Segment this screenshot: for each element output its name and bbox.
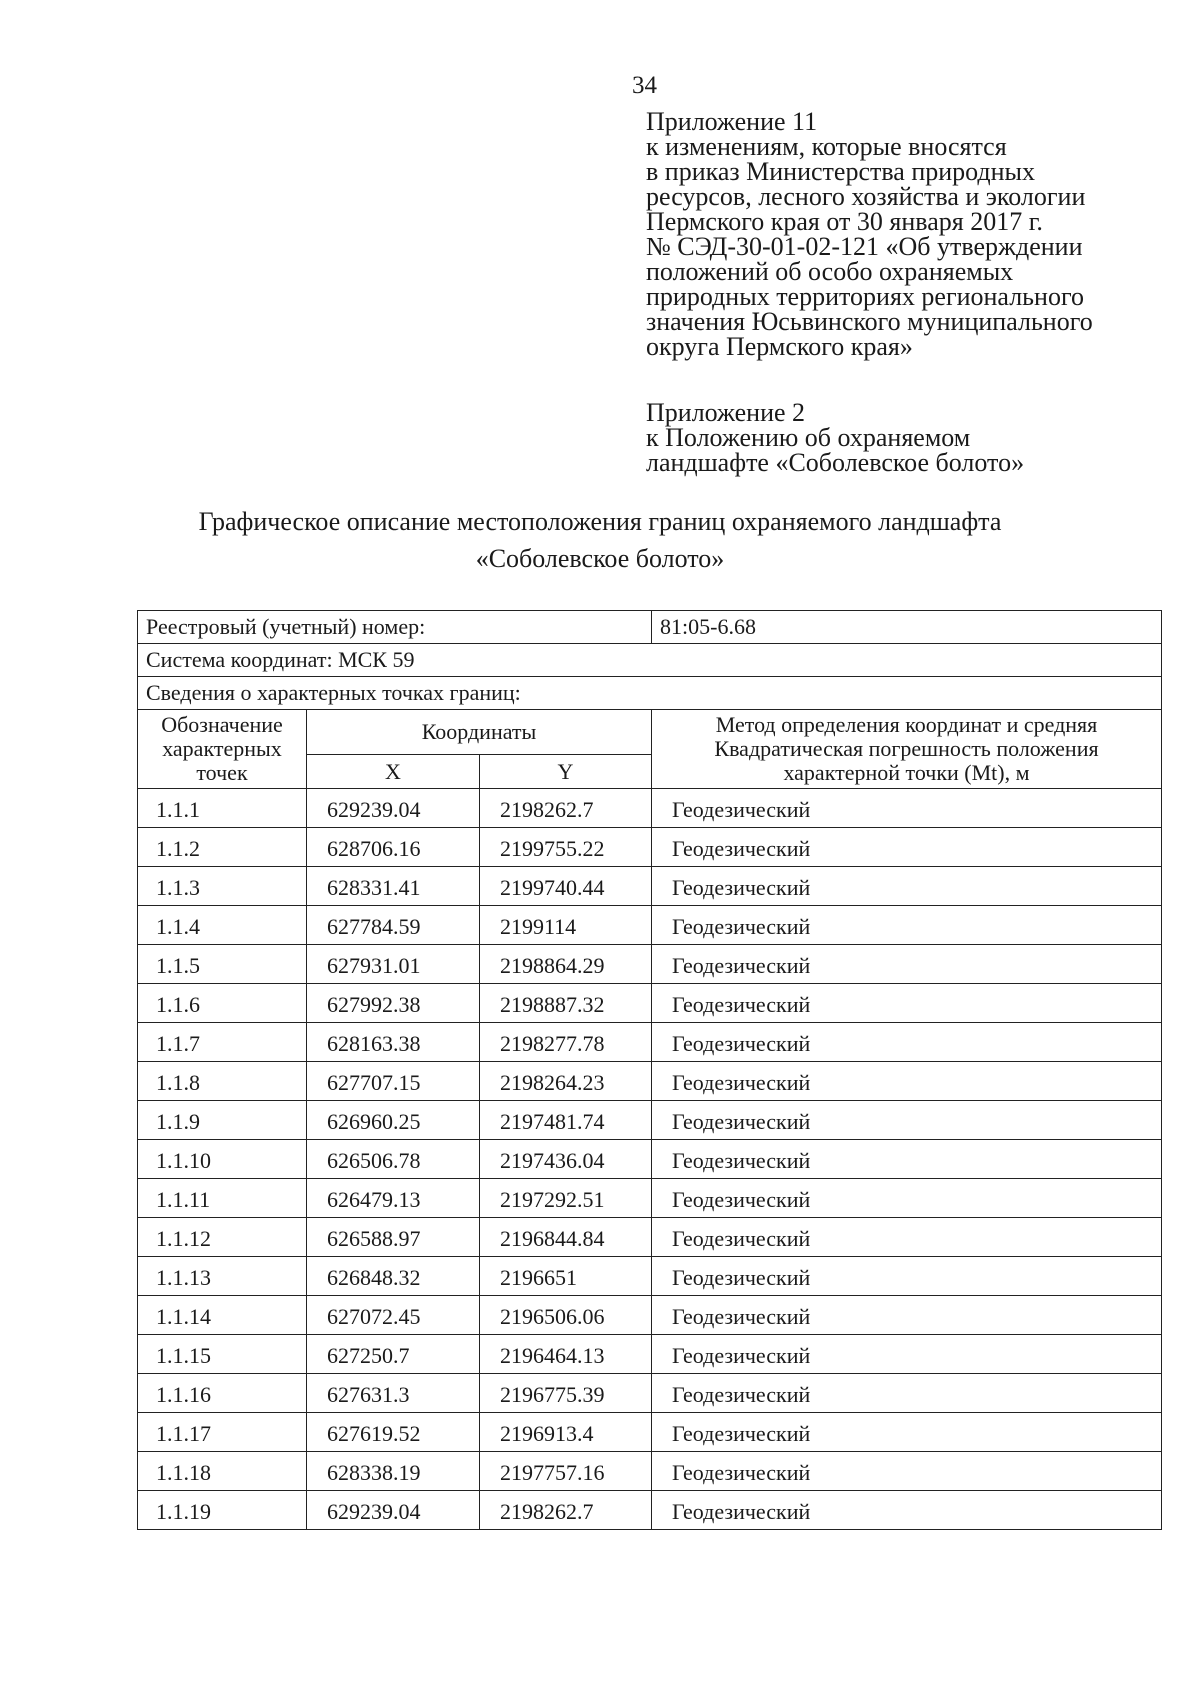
method-cell: Геодезический bbox=[652, 984, 1162, 1023]
point-id-cell: 1.1.9 bbox=[138, 1101, 307, 1140]
points-info-row bbox=[138, 677, 1162, 710]
appendix-2-block bbox=[646, 400, 1024, 475]
point-id-cell: 1.1.5 bbox=[138, 945, 307, 984]
method-cell: Геодезический bbox=[652, 1374, 1162, 1413]
point-id-cell: 1.1.4 bbox=[138, 906, 307, 945]
y-coord-cell: 2198887.32 bbox=[480, 984, 652, 1023]
point-id-cell: 1.1.10 bbox=[138, 1140, 307, 1179]
y-coord-cell: 2196913.4 bbox=[480, 1413, 652, 1452]
method-cell: Геодезический bbox=[652, 867, 1162, 906]
y-coord-cell: 2197481.74 bbox=[480, 1101, 652, 1140]
y-coord-cell: 2198262.7 bbox=[480, 1491, 652, 1530]
appendix-11-block bbox=[646, 109, 1093, 359]
table-row bbox=[138, 1023, 1162, 1062]
y-coord-cell: 2196464.13 bbox=[480, 1335, 652, 1374]
method-cell: Геодезический bbox=[652, 1101, 1162, 1140]
x-coord-cell: 627784.59 bbox=[307, 906, 480, 945]
point-id-cell: 1.1.6 bbox=[138, 984, 307, 1023]
table-row bbox=[138, 789, 1162, 828]
document-title bbox=[120, 503, 1080, 577]
point-id-cell: 1.1.18 bbox=[138, 1452, 307, 1491]
table-row bbox=[138, 1218, 1162, 1257]
table-row bbox=[138, 1140, 1162, 1179]
table-row bbox=[138, 1062, 1162, 1101]
point-id-cell: 1.1.7 bbox=[138, 1023, 307, 1062]
coord-system-row bbox=[138, 644, 1162, 677]
table-row bbox=[138, 828, 1162, 867]
table-row bbox=[138, 1257, 1162, 1296]
appendix-11-line: к изменениям, которые вносятся bbox=[646, 132, 1007, 161]
method-cell: Геодезический bbox=[652, 906, 1162, 945]
x-coord-cell: 627072.45 bbox=[307, 1296, 480, 1335]
x-coord-cell: 629239.04 bbox=[307, 1491, 480, 1530]
appendix-11-line: ресурсов, лесного хозяйства и экологии bbox=[646, 182, 1086, 211]
point-id-cell: 1.1.13 bbox=[138, 1257, 307, 1296]
points-info: Сведения о характерных точках границ: bbox=[138, 677, 1162, 710]
y-coord-cell: 2196506.06 bbox=[480, 1296, 652, 1335]
x-coord-cell: 628338.19 bbox=[307, 1452, 480, 1491]
x-coord-cell: 626506.78 bbox=[307, 1140, 480, 1179]
header-x: X bbox=[307, 755, 480, 789]
appendix-11-line: природных территориях регионального bbox=[646, 282, 1084, 311]
table-row bbox=[138, 945, 1162, 984]
point-id-cell: 1.1.8 bbox=[138, 1062, 307, 1101]
x-coord-cell: 627250.7 bbox=[307, 1335, 480, 1374]
header-designation: Обозначение характерных точек bbox=[138, 710, 307, 789]
coord-system: Система координат: МСК 59 bbox=[138, 644, 1162, 677]
y-coord-cell: 2198264.23 bbox=[480, 1062, 652, 1101]
header-coordinates: Координаты bbox=[307, 710, 652, 755]
appendix-11-line: значения Юсьвинского муниципального bbox=[646, 307, 1093, 336]
y-coord-cell: 2198864.29 bbox=[480, 945, 652, 984]
appendix-11-line: округа Пермского края» bbox=[646, 332, 913, 361]
table-row bbox=[138, 1374, 1162, 1413]
y-coord-cell: 2196651 bbox=[480, 1257, 652, 1296]
x-coord-cell: 627619.52 bbox=[307, 1413, 480, 1452]
method-cell: Геодезический bbox=[652, 1257, 1162, 1296]
appendix-11-line: Пермского края от 30 января 2017 г. bbox=[646, 207, 1043, 236]
appendix-2-line: ландшафте «Соболевское болото» bbox=[646, 448, 1025, 477]
document-title-line: Графическое описание местоположения границ охраняемого ландшафта bbox=[198, 507, 1002, 536]
table-row bbox=[138, 1101, 1162, 1140]
appendix-2-line: к Положению об охраняемом bbox=[646, 423, 971, 452]
table-row bbox=[138, 906, 1162, 945]
appendix-11-line: Приложение 11 bbox=[646, 107, 818, 136]
registry-value: 81:05-6.68 bbox=[652, 611, 1162, 644]
appendix-11-line: в приказ Министерства природных bbox=[646, 157, 1036, 186]
method-cell: Геодезический bbox=[652, 1335, 1162, 1374]
point-id-cell: 1.1.14 bbox=[138, 1296, 307, 1335]
y-coord-cell: 2199755.22 bbox=[480, 828, 652, 867]
method-cell: Геодезический bbox=[652, 1491, 1162, 1530]
method-cell: Геодезический bbox=[652, 828, 1162, 867]
appendix-11-line: № СЭД-30-01-02-121 «Об утверждении bbox=[646, 232, 1083, 261]
x-coord-cell: 627631.3 bbox=[307, 1374, 480, 1413]
document-title-line: «Соболевское болото» bbox=[475, 544, 725, 573]
header-y: Y bbox=[480, 755, 652, 789]
point-id-cell: 1.1.17 bbox=[138, 1413, 307, 1452]
appendix-2-line: Приложение 2 bbox=[646, 398, 806, 427]
y-coord-cell: 2197436.04 bbox=[480, 1140, 652, 1179]
point-id-cell: 1.1.16 bbox=[138, 1374, 307, 1413]
y-coord-cell: 2199740.44 bbox=[480, 867, 652, 906]
method-cell: Геодезический bbox=[652, 1140, 1162, 1179]
method-cell: Геодезический bbox=[652, 789, 1162, 828]
table-row bbox=[138, 867, 1162, 906]
table-row bbox=[138, 1335, 1162, 1374]
point-id-cell: 1.1.3 bbox=[138, 867, 307, 906]
header-row bbox=[138, 710, 1162, 755]
x-coord-cell: 626960.25 bbox=[307, 1101, 480, 1140]
point-id-cell: 1.1.2 bbox=[138, 828, 307, 867]
method-cell: Геодезический bbox=[652, 1062, 1162, 1101]
method-cell: Геодезический bbox=[652, 1452, 1162, 1491]
y-coord-cell: 2197292.51 bbox=[480, 1179, 652, 1218]
y-coord-cell: 2196775.39 bbox=[480, 1374, 652, 1413]
y-coord-cell: 2196844.84 bbox=[480, 1218, 652, 1257]
method-cell: Геодезический bbox=[652, 1296, 1162, 1335]
point-id-cell: 1.1.15 bbox=[138, 1335, 307, 1374]
method-cell: Геодезический bbox=[652, 945, 1162, 984]
point-id-cell: 1.1.19 bbox=[138, 1491, 307, 1530]
x-coord-cell: 628706.16 bbox=[307, 828, 480, 867]
table-row bbox=[138, 1179, 1162, 1218]
x-coord-cell: 627707.15 bbox=[307, 1062, 480, 1101]
boundary-points-table bbox=[137, 610, 1162, 1530]
x-coord-cell: 627992.38 bbox=[307, 984, 480, 1023]
point-id-cell: 1.1.1 bbox=[138, 789, 307, 828]
y-coord-cell: 2198262.7 bbox=[480, 789, 652, 828]
x-coord-cell: 628163.38 bbox=[307, 1023, 480, 1062]
appendix-11-line: положений об особо охраняемых bbox=[646, 257, 1014, 286]
header-method: Метод определения координат и средняя Квадратическая погрешность положения характерной точки (Mt), м bbox=[652, 710, 1162, 789]
x-coord-cell: 626479.13 bbox=[307, 1179, 480, 1218]
y-coord-cell: 2198277.78 bbox=[480, 1023, 652, 1062]
registry-row bbox=[138, 611, 1162, 644]
table-row bbox=[138, 984, 1162, 1023]
x-coord-cell: 626848.32 bbox=[307, 1257, 480, 1296]
page-number: 34 bbox=[632, 72, 657, 99]
table-row bbox=[138, 1296, 1162, 1335]
point-id-cell: 1.1.12 bbox=[138, 1218, 307, 1257]
y-coord-cell: 2199114 bbox=[480, 906, 652, 945]
method-cell: Геодезический bbox=[652, 1023, 1162, 1062]
table-row bbox=[138, 1491, 1162, 1530]
method-cell: Геодезический bbox=[652, 1218, 1162, 1257]
x-coord-cell: 629239.04 bbox=[307, 789, 480, 828]
table-row bbox=[138, 1413, 1162, 1452]
x-coord-cell: 626588.97 bbox=[307, 1218, 480, 1257]
point-id-cell: 1.1.11 bbox=[138, 1179, 307, 1218]
method-cell: Геодезический bbox=[652, 1413, 1162, 1452]
x-coord-cell: 628331.41 bbox=[307, 867, 480, 906]
table-row bbox=[138, 1452, 1162, 1491]
registry-label: Реестровый (учетный) номер: bbox=[138, 611, 652, 644]
y-coord-cell: 2197757.16 bbox=[480, 1452, 652, 1491]
method-cell: Геодезический bbox=[652, 1179, 1162, 1218]
x-coord-cell: 627931.01 bbox=[307, 945, 480, 984]
